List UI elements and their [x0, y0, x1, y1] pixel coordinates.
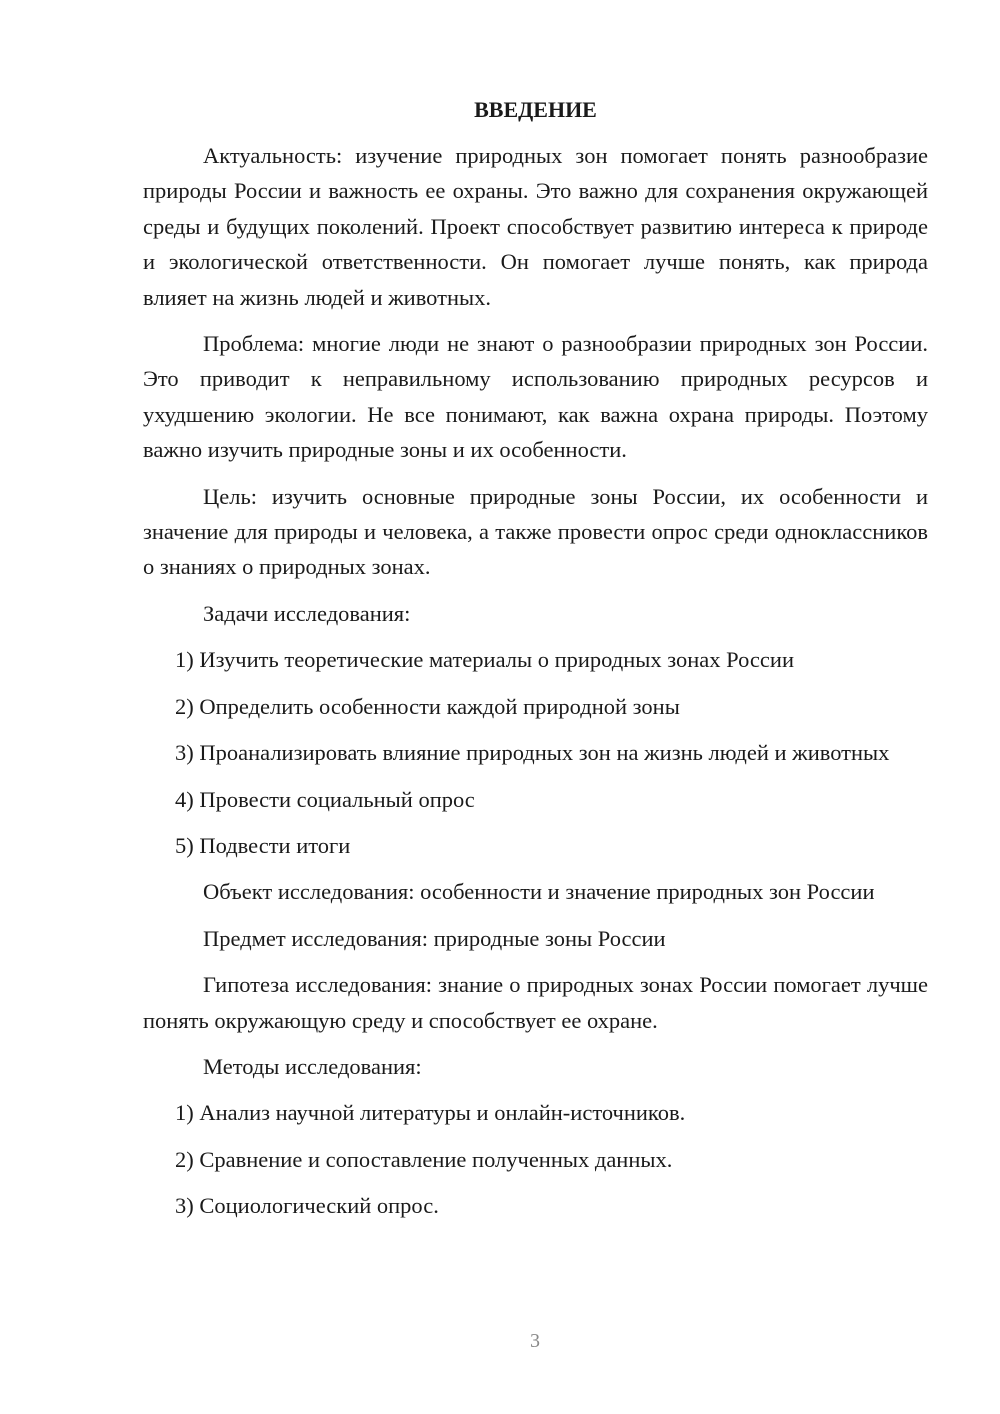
- methods-heading: Методы исследования:: [203, 1053, 422, 1079]
- hypothesis-paragraph: Гипотеза исследования: знание о природных зонах России помогает лучше понять окружающую среду и способствует ее охране.: [143, 972, 928, 1033]
- method-item-1: 1) Анализ научной литературы и онлайн-источников.: [175, 1100, 686, 1126]
- goal-paragraph: Цель: изучить основные природные зоны России, их особенности и значение для природы и человека, а также провести опрос среди одноклассников о знаниях о природных зонах.: [143, 483, 928, 580]
- relevance-paragraph: Актуальность: изучение природных зон помогает понять разнообразие природы России и важность ее охраны. Это важно для сохранения окружающей среды и будущих поколений. Проект способствует развитию интереса к природе и экологической ответственности. Он помогает лучше понять, как природа влияет на жизнь людей и животных.: [143, 143, 928, 310]
- section-title: ВВЕДЕНИЕ: [474, 97, 597, 122]
- problem-paragraph: Проблема: многие люди не знают о разнообразии природных зон России. Это приводит к неправильному использованию природных ресурсов и ухудшению экологии. Не все понимают, как важна охрана природы. Поэтому важно изучить природные зоны и их особенности.: [143, 331, 928, 463]
- object-paragraph: Объект исследования: особенности и значение природных зон России: [203, 879, 875, 905]
- task-item-4: 4) Провести социальный опрос: [175, 786, 475, 812]
- subject-paragraph: Предмет исследования: природные зоны России: [203, 925, 666, 951]
- tasks-heading: Задачи исследования:: [203, 600, 411, 626]
- method-item-3: 3) Социологический опрос.: [175, 1193, 439, 1219]
- method-item-2: 2) Сравнение и сопоставление полученных данных.: [175, 1146, 673, 1172]
- document-page: [143, 92, 928, 1224]
- task-item-5: 5) Подвести итоги: [175, 832, 351, 858]
- page-number: 3: [530, 1330, 540, 1352]
- task-item-3: 3) Проанализировать влияние природных зон на жизнь людей и животных: [175, 740, 890, 766]
- task-item-1: 1) Изучить теоретические материалы о природных зонах России: [175, 647, 794, 673]
- task-item-2: 2) Определить особенности каждой природной зоны: [175, 693, 680, 719]
